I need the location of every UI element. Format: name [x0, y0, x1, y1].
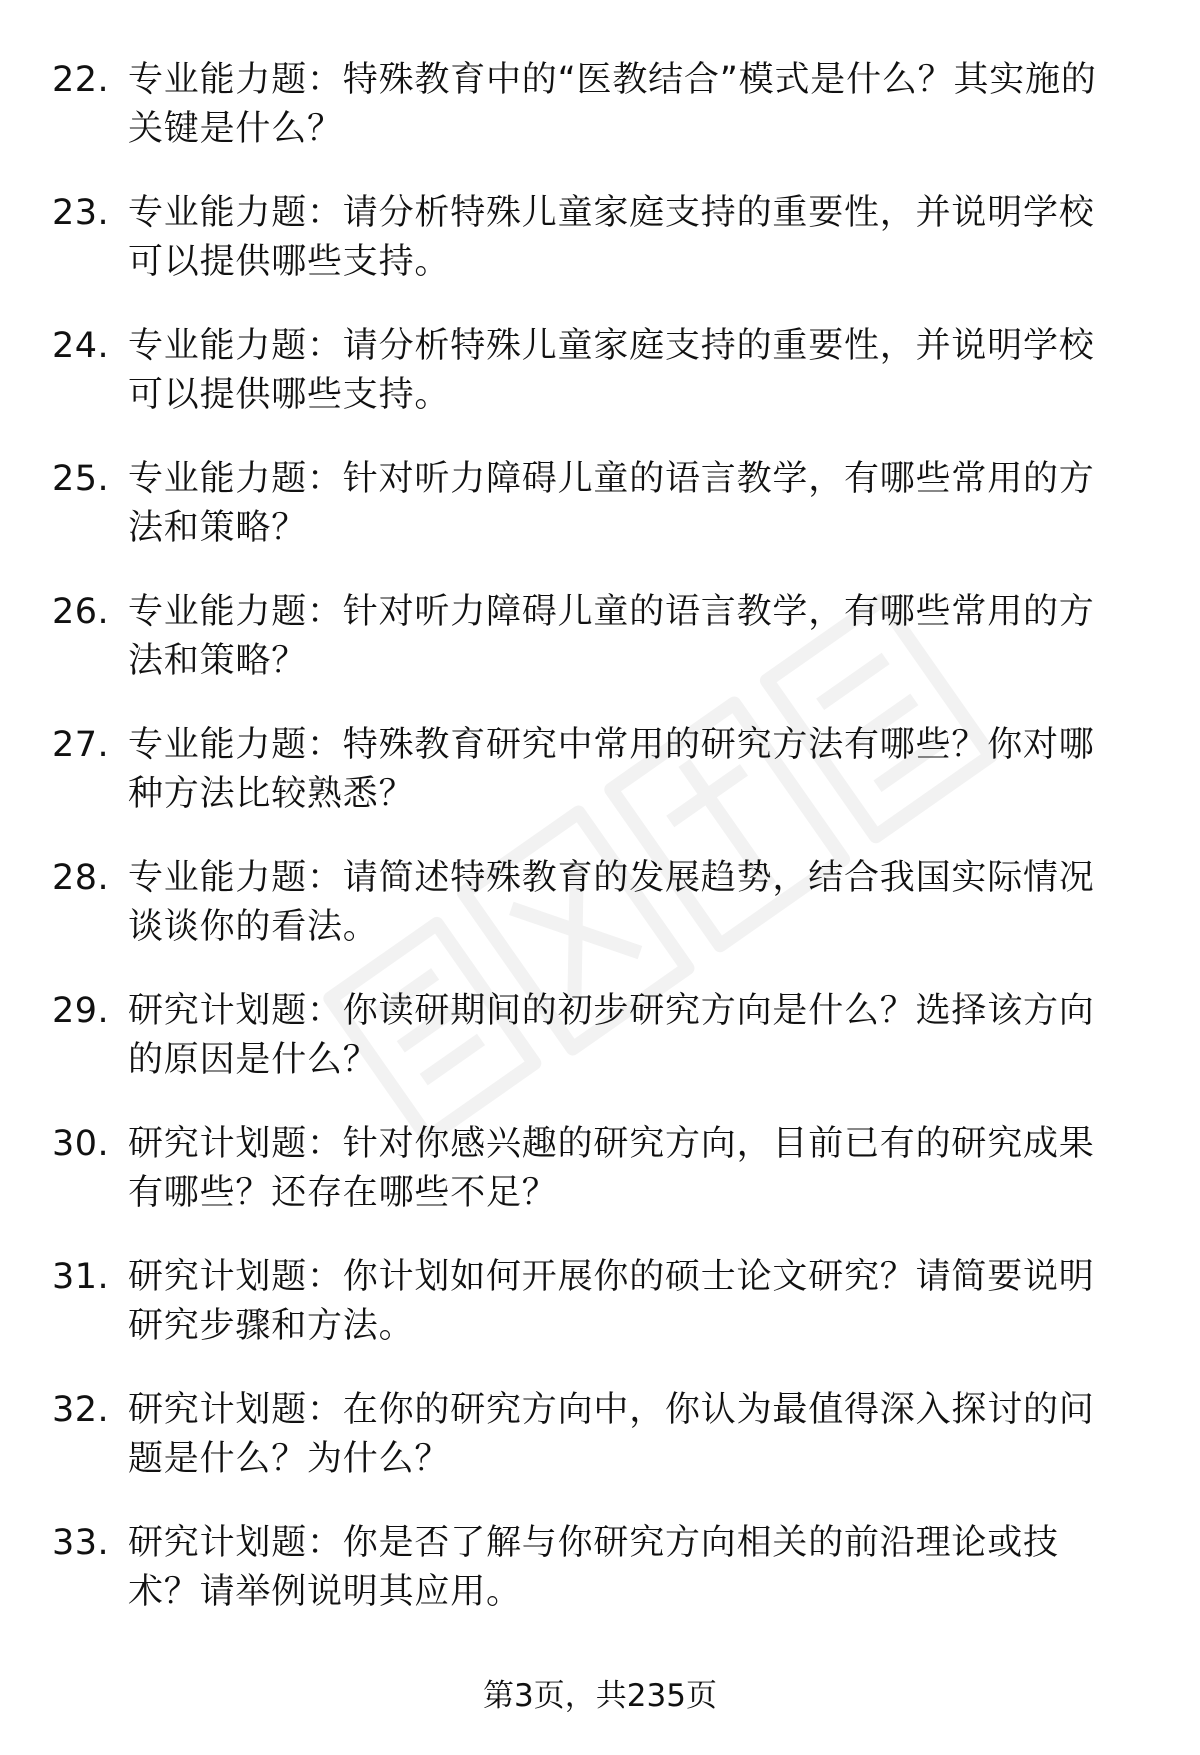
- question-number: 23.: [52, 193, 110, 233]
- question-number: 26.: [52, 592, 110, 632]
- question-item: [52, 56, 1152, 189]
- question-number: 25.: [52, 459, 110, 499]
- question-item: [52, 322, 1152, 455]
- question-text: 研究计划题：针对你感兴趣的研究方向，目前已有的研究成果有哪些？还存在哪些不足？: [128, 1124, 1095, 1213]
- question-number: 30.: [52, 1124, 110, 1164]
- question-number: 27.: [52, 725, 110, 765]
- question-text: 研究计划题：你计划如何开展你的硕士论文研究？请简要说明研究步骤和方法。: [128, 1257, 1095, 1346]
- question-item: [52, 721, 1152, 854]
- question-item: [52, 189, 1152, 322]
- question-number: 22.: [52, 60, 110, 100]
- question-item: [52, 588, 1152, 721]
- page-number-footer: 第3页，共235页: [483, 1678, 717, 1714]
- question-text: 专业能力题：特殊教育中的“医教结合”模式是什么？其实施的关键是什么？: [128, 60, 1097, 149]
- question-number: 28.: [52, 858, 110, 898]
- question-item: [52, 1386, 1152, 1519]
- question-item: [52, 1253, 1152, 1386]
- question-number: 29.: [52, 991, 110, 1031]
- question-number: 33.: [52, 1523, 110, 1563]
- question-number: 31.: [52, 1257, 110, 1297]
- question-item: [52, 987, 1152, 1120]
- question-number: 32.: [52, 1390, 110, 1430]
- question-text: 研究计划题：在你的研究方向中，你认为最值得深入探讨的问题是什么？为什么？: [128, 1390, 1095, 1479]
- question-item: [52, 455, 1152, 588]
- question-text: 专业能力题：请简述特殊教育的发展趋势，结合我国实际情况谈谈你的看法。: [128, 858, 1095, 947]
- question-item: [52, 1519, 1152, 1652]
- question-text: 专业能力题：请分析特殊儿童家庭支持的重要性，并说明学校可以提供哪些支持。: [128, 193, 1095, 282]
- question-text: 专业能力题：特殊教育研究中常用的研究方法有哪些？你对哪种方法比较熟悉？: [128, 725, 1095, 814]
- question-item: [52, 854, 1152, 987]
- question-text: 专业能力题：请分析特殊儿童家庭支持的重要性，并说明学校可以提供哪些支持。: [128, 326, 1095, 415]
- question-text: 研究计划题：你读研期间的初步研究方向是什么？选择该方向的原因是什么？: [128, 991, 1095, 1080]
- question-text: 研究计划题：你是否了解与你研究方向相关的前沿理论或技术？请举例说明其应用。: [128, 1523, 1059, 1612]
- question-item: [52, 1120, 1152, 1253]
- question-list: [52, 56, 1152, 1652]
- question-number: 24.: [52, 326, 110, 366]
- question-text: 专业能力题：针对听力障碍儿童的语言教学，有哪些常用的方法和策略？: [128, 459, 1095, 548]
- question-text: 专业能力题：针对听力障碍儿童的语言教学，有哪些常用的方法和策略？: [128, 592, 1095, 681]
